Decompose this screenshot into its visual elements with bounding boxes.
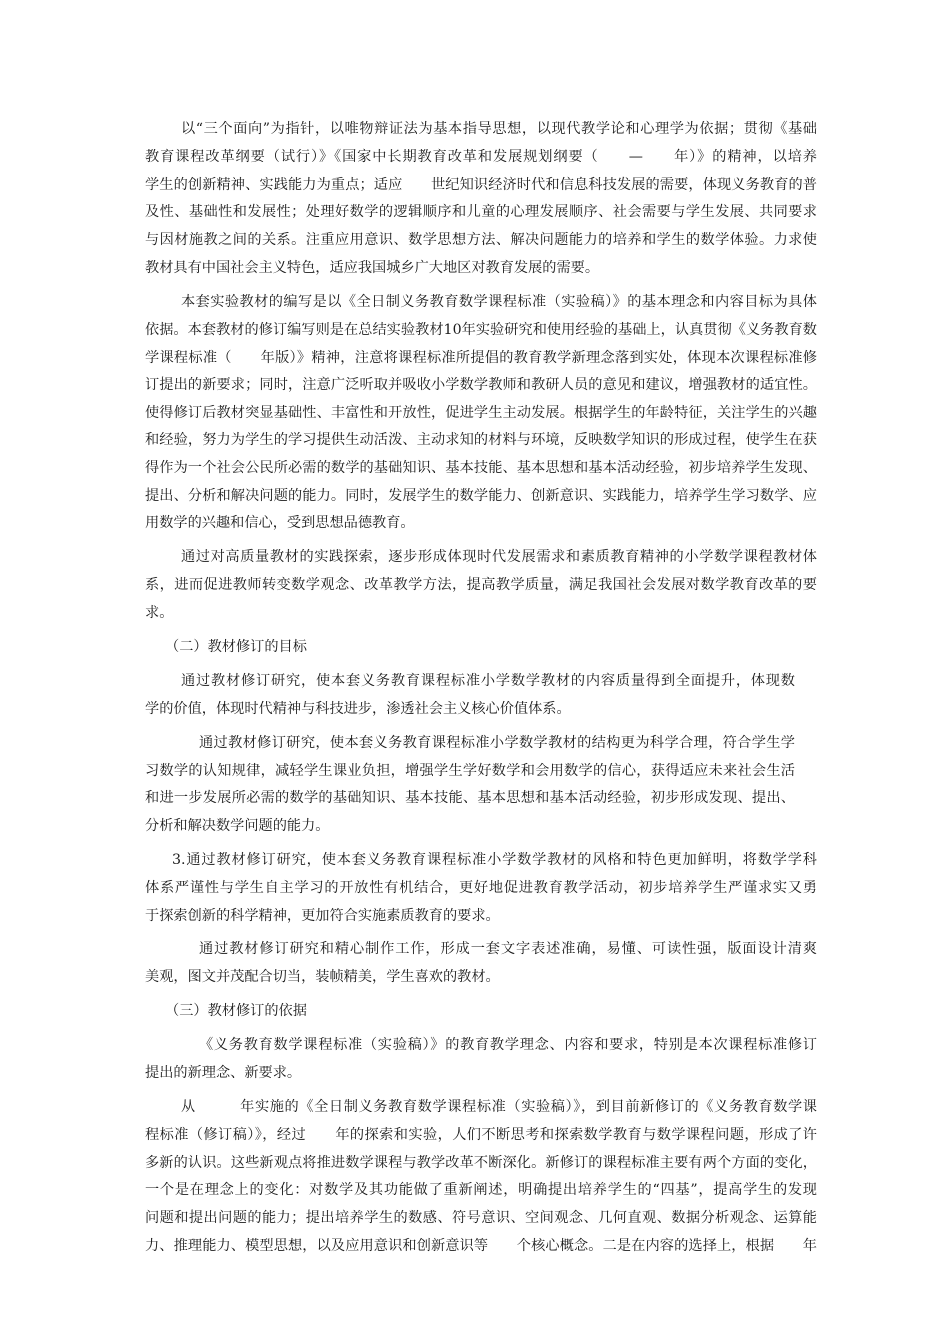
text-line: 问题和提出问题的能力；提出培养学生的数感、符号意识、空间观念、几何直观、数据分析观念、运算能 [145,1210,817,1226]
text-line: 及性、基础性和发展性；处理好数学的逻辑顺序和儿童的心理发展顺序、社会需要与学生发展、共同要求 [145,204,817,220]
text-line: 学课程标准（ 年版）》精神，注意将课程标准所提倡的教育教学新理念落到实处，体现本次课程标准修 [145,350,817,366]
text-line: 教育课程改革纲要（试行）》《国家中长期教育改革和发展规划纲要（ — 年）》的精神，以培养 [145,149,817,165]
text-line: 力、推理能力、模型思想，以及应用意识和创新意识等 个核心概念。二是在内容的选择上，根据 年 [145,1238,817,1254]
text-line: 美观，图文并茂配合切当，装帧精美，学生喜欢的教材。 [145,969,500,985]
text-line: 与因材施教之间的关系。注重应用意识、数学思想方法、解决问题能力的培养和学生的数学体验。力求使 [145,232,817,248]
text-line: 和进一步发展所必需的数学的基础知识、基本技能、基本思想和基本活动经验，初步形成发现、提出、 [145,790,795,806]
text-line: 系，进而促进教师转变数学观念、改革教学方法，提高教学质量，满足我国社会发展对数学教育改革的要 [145,577,817,593]
text-line: 于探索创新的科学精神，更加符合实施素质教育的要求。 [145,908,500,924]
text-line: 通过教材修订研究，使本套义务教育课程标准小学数学教材的内容质量得到全面提升，体现数 [181,673,795,689]
text-line: 提出的新理念、新要求。 [145,1065,302,1081]
text-line: 体系严谨性与学生自主学习的开放性有机结合，更好地促进教育教学活动，初步培养学生严谨求实又勇 [145,880,817,896]
text-line: 通过对高质量教材的实践探索，逐步形成体现时代发展需求和素质教育精神的小学数学课程教材体 [181,549,817,565]
text-line: 求。 [145,605,174,621]
text-line: 从 年实施的《全日制义务教育数学课程标准（实验稿）》，到目前新修订的《义务教育数学课 [181,1099,817,1115]
text-line: 依据。本套教材的修订编写则是在总结实验教材10年实验研究和使用经验的基础上，认真贯彻《义务教育数 [145,322,817,338]
text-line: 本套实验教材的编写是以《全日制义务教育数学课程标准（实验稿）》的基本理念和内容目标为具体 [181,294,817,310]
text-line: 《义务教育数学课程标准（实验稿）》的教育教学理念、内容和要求，特别是本次课程标准修订 [199,1037,817,1053]
text-line: 多新的认识。这些新观点将推进数学课程与教学改革不断深化。新修订的课程标准主要有两个方面的变化， [145,1155,817,1171]
text-line: 使得修订后教材突显基础性、丰富性和开放性，促进学生主动发展。根据学生的年龄特征，关注学生的兴趣 [145,405,817,421]
section-heading: （二）教材修订的目标 [165,639,307,655]
text-line: 订提出的新要求；同时，注意广泛听取并吸收小学数学教师和教研人员的意见和建议，增强教材的适宜性。 [145,377,817,393]
text-line: 提出、分析和解决问题的能力。同时，发展学生的数学能力、创新意识、实践能力，培养学生学习数学、应 [145,488,817,504]
text-line: 以“三个面向”为指针，以唯物辩证法为基本指导思想，以现代教学论和心理学为依据；贯彻《基础 [181,121,817,137]
section-heading: （三）教材修订的依据 [165,1003,307,1019]
text-line: 习数学的认知规律，减轻学生课业负担，增强学生学好数学和会用数学的信心，获得适应未来社会生活 [145,763,795,779]
text-line: 通过教材修订研究和精心制作工作，形成一套文字表述准确，易懂、可读性强，版面设计清爽 [199,941,817,957]
text-line: 程标准（修订稿）》，经过 年的探索和实验，人们不断思考和探索数学教育与数学课程问题，形成了许 [145,1127,817,1143]
text-line: 教材具有中国社会主义特色，适应我国城乡广大地区对教育发展的需要。 [145,260,600,276]
text-line: 学生的创新精神、实践能力为重点；适应 世纪知识经济时代和信息科技发展的需要，体现义务教育的普 [145,177,817,193]
text-line: 用数学的兴趣和信心，受到思想品德教育。 [145,515,415,531]
text-line: 学的价值，体现时代精神与科技进步，渗透社会主义核心价值体系。 [145,701,571,717]
text-line: 分析和解决数学问题的能力。 [145,818,330,834]
text-line: 3.通过教材修订研究，使本套义务教育课程标准小学数学教材的风格和特色更加鲜明，将数学学科 [172,852,817,868]
text-line: 和经验，努力为学生的学习提供生动活泼、主动求知的材料与环境，反映数学知识的形成过程，使学生在获 [145,432,817,448]
text-line: 得作为一个社会公民所必需的数学的基础知识、基本技能、基本思想和基本活动经验，初步培养学生发现、 [145,460,817,476]
text-line: 一个是在理念上的变化：对数学及其功能做了重新阐述，明确提出培养学生的“四基”，提高学生的发现 [145,1182,817,1198]
text-line: 通过教材修订研究，使本套义务教育课程标准小学数学教材的结构更为科学合理，符合学生学 [199,735,795,751]
